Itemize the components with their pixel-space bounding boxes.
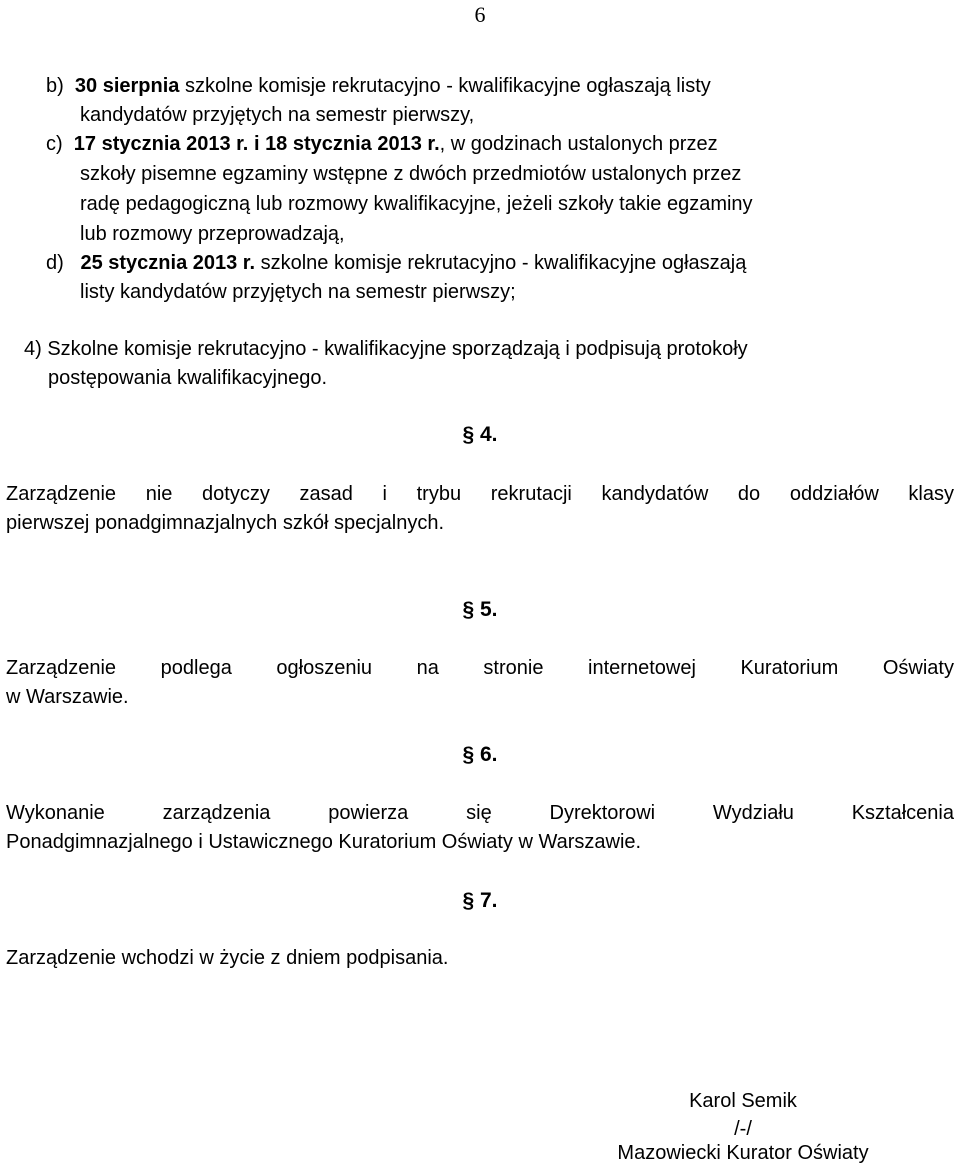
item-d-line2: listy kandydatów przyjętych na semestr pierwszy; xyxy=(80,281,516,303)
signature-mark: /-/ xyxy=(734,1118,752,1140)
item-c-line3: radę pedagogiczną lub rozmowy kwalifikacyjne, jeżeli szkoły takie egzaminy xyxy=(80,193,753,215)
section-4-heading: § 4. xyxy=(462,423,498,446)
item-b-date: 30 sierpnia xyxy=(74,75,180,97)
item-c-text: , w godzinach ustalonych przez xyxy=(439,133,718,155)
point-4-line2: postępowania kwalifikacyjnego. xyxy=(48,367,328,389)
item-d-line1 xyxy=(46,251,746,275)
item-d-date: 25 stycznia 2013 r. xyxy=(80,252,256,274)
section-5-heading: § 5. xyxy=(462,598,498,621)
point-4-line1: 4) Szkolne komisje rekrutacyjno - kwalifikacyjne sporządzają i podpisują protokoły xyxy=(24,338,748,360)
item-b-line2: kandydatów przyjętych na semestr pierwszy, xyxy=(80,104,475,126)
item-c-prefix: c) xyxy=(46,133,63,155)
item-d-prefix: d) xyxy=(46,252,64,274)
section-6-line1: Wykonanie zarządzenia powierza się Dyrektorowi Wydziału Kształcenia xyxy=(6,802,954,824)
item-c-line1 xyxy=(46,132,718,156)
section-7-heading: § 7. xyxy=(462,889,498,912)
section-7-line1: Zarządzenie wchodzi w życie z dniem podpisania. xyxy=(6,947,449,969)
section-4-line2: pierwszej ponadgimnazjalnych szkół specjalnych. xyxy=(6,512,444,534)
section-5-line2: w Warszawie. xyxy=(6,686,129,708)
signature-title: Mazowiecki Kurator Oświaty xyxy=(617,1142,869,1164)
item-c-line2: szkoły pisemne egzaminy wstępne z dwóch przedmiotów ustalonych przez xyxy=(80,163,742,185)
section-5-line1: Zarządzenie podlega ogłoszeniu na stronie internetowej Kuratorium Oświaty xyxy=(6,657,954,679)
item-c-line4: lub rozmowy przeprowadzają, xyxy=(80,223,345,245)
item-b-text: szkolne komisje rekrutacyjno - kwalifikacyjne ogłaszają listy xyxy=(185,75,711,97)
section-4-line1: Zarządzenie nie dotyczy zasad i trybu rekrutacji kandydatów do oddziałów klasy xyxy=(6,483,954,505)
section-6-heading: § 6. xyxy=(462,743,498,766)
item-c-conj: i xyxy=(253,133,260,155)
page-number: 6 xyxy=(474,2,486,27)
item-b-prefix: b) xyxy=(46,75,64,97)
item-c-date2: 18 stycznia 2013 r. xyxy=(265,133,440,155)
item-b-line1 xyxy=(46,74,711,98)
section-6-line2: Ponadgimnazjalnego i Ustawicznego Kuratorium Oświaty w Warszawie. xyxy=(6,831,642,853)
item-c-date1: 17 stycznia 2013 r. xyxy=(73,133,249,155)
item-d-text: szkolne komisje rekrutacyjno - kwalifikacyjne ogłaszają xyxy=(260,252,747,274)
signature-name: Karol Semik xyxy=(689,1090,797,1112)
